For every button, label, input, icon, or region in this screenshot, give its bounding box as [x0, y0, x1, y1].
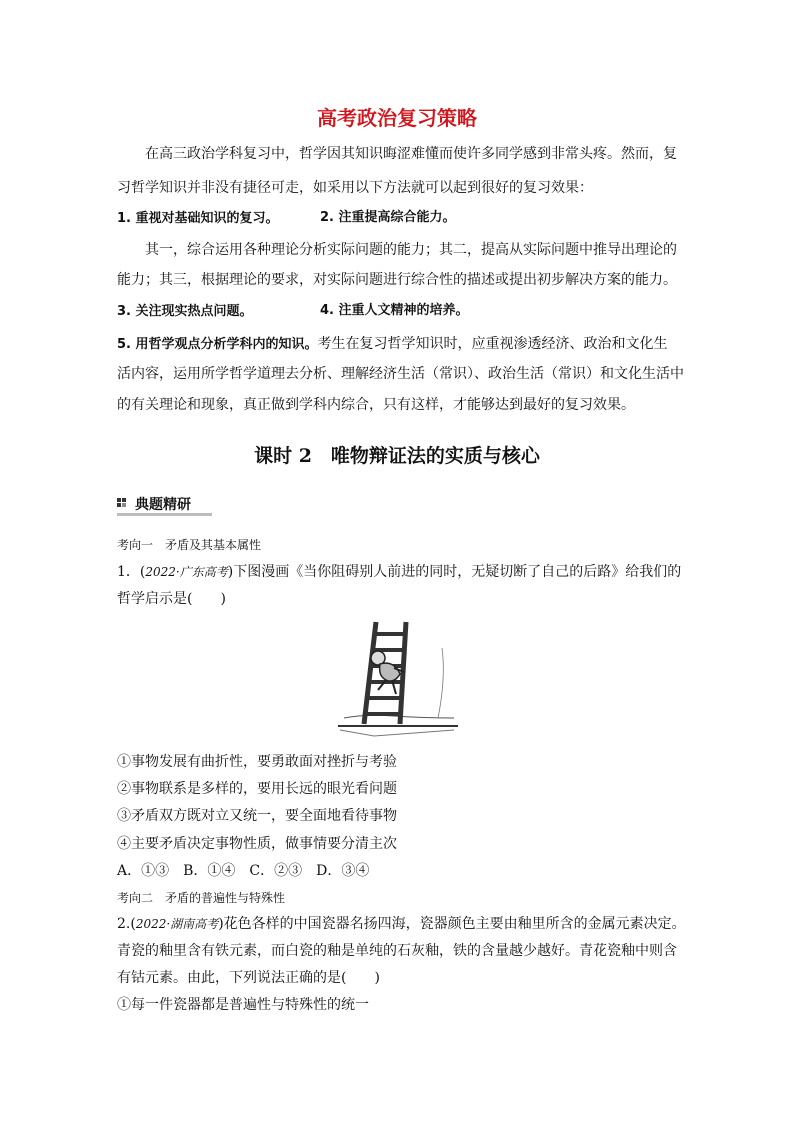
lesson-title: 课时 2 唯物辩证法的实质与核心 [254, 445, 540, 467]
q2-stem-text: )花色各样的中国瓷器名扬四海，瓷器颜色主要由釉里所含的金属元素决定。 [218, 916, 686, 932]
q2-option-1: ①每一件瓷器都是普遍性与特殊性的统一 [117, 997, 369, 1013]
tip-1: 1. 重视对基础知识的复习。 [117, 211, 279, 226]
tip-2-detail-1: 其一，综合运用各种理论分析实际问题的能力；其二，提高从实际问题中推导出理论的 [145, 242, 677, 258]
tip-5-line-3: 的有关理论和现象，真正做到学科内综合，只有这样，才能够达到最好的复习效果。 [117, 397, 635, 413]
q2-topic: 考向二 矛盾的普遍性与特殊性 [117, 891, 286, 905]
cartoon-ladder-illustration [334, 618, 462, 742]
intro-line-2: 习哲学知识并非没有捷径可走，如采用以下方法就可以起到很好的复习效果： [117, 180, 593, 196]
tip-5-text: 考生在复习哲学知识时，应重视渗透经济、政治和文化生 [317, 336, 668, 352]
q2-source: 2022·湖南高考 [135, 917, 219, 931]
q1-answer-choices: A．①③ B．①④ C．②③ D．③④ [117, 863, 370, 879]
q2-stem-line-2: 青瓷的釉里含有铁元素，而白瓷的釉是单纯的石灰釉，铁的含量越少越好。青花瓷釉中则含 [117, 943, 677, 959]
q1-topic: 考向一 矛盾及其基本属性 [117, 538, 262, 552]
tips-row-2 [117, 301, 682, 322]
section-underline [117, 513, 212, 516]
section-label: 典题精研 [135, 497, 191, 513]
q2-stem-line-1 [117, 914, 686, 934]
page-title: 高考政治复习策略 [317, 106, 477, 130]
tip-4: 4. 注重人文精神的培养。 [320, 303, 469, 318]
tips-row-1 [117, 208, 682, 229]
tip-5-line-2: 活内容，运用所学哲学道理去分析、理解经济生活（常识）、政治生活（常识）和文化生活中 [117, 366, 684, 382]
section-header [117, 493, 677, 517]
q1-source: 2022·广东高考 [145, 565, 228, 579]
tip-2: 2. 注重提高综合能力。 [320, 210, 456, 225]
q2-number: 2.( [117, 916, 136, 932]
q1-option-1: ①事物发展有曲折性，要勇敢面对挫折与考验 [117, 754, 397, 770]
q1-number: 1．( [117, 564, 146, 580]
q1-option-3: ③矛盾双方既对立又统一，要全面地看待事物 [117, 808, 397, 824]
tip-5-heading: 5. 用哲学观点分析学科内的知识。 [117, 337, 318, 352]
q1-stem-text: )下图漫画《当你阻碍别人前进的同时，无疑切断了自己的后路》给我们的 [227, 564, 682, 580]
intro-line-1: 在高三政治学科复习中，哲学因其知识晦涩难懂而使许多同学感到非常头疼。然而，复 [145, 146, 677, 162]
q1-stem-line-1 [117, 562, 682, 582]
q1-option-2: ②事物联系是多样的，要用长远的眼光看问题 [117, 781, 397, 797]
tip-3: 3. 关注现实热点问题。 [117, 304, 253, 319]
q2-stem-line-3: 有钴元素。由此，下列说法正确的是( ) [117, 970, 380, 986]
section-marker-icon [117, 498, 127, 510]
tip-5-line-1 [117, 334, 682, 355]
tip-2-detail-2: 能力；其三，根据理论的要求，对实际问题进行综合性的描述或提出初步解决方案的能力。 [117, 272, 677, 288]
q1-stem-line-2: 哲学启示是( ) [117, 591, 226, 607]
q1-option-4: ④主要矛盾决定事物性质，做事情要分清主次 [117, 836, 397, 852]
